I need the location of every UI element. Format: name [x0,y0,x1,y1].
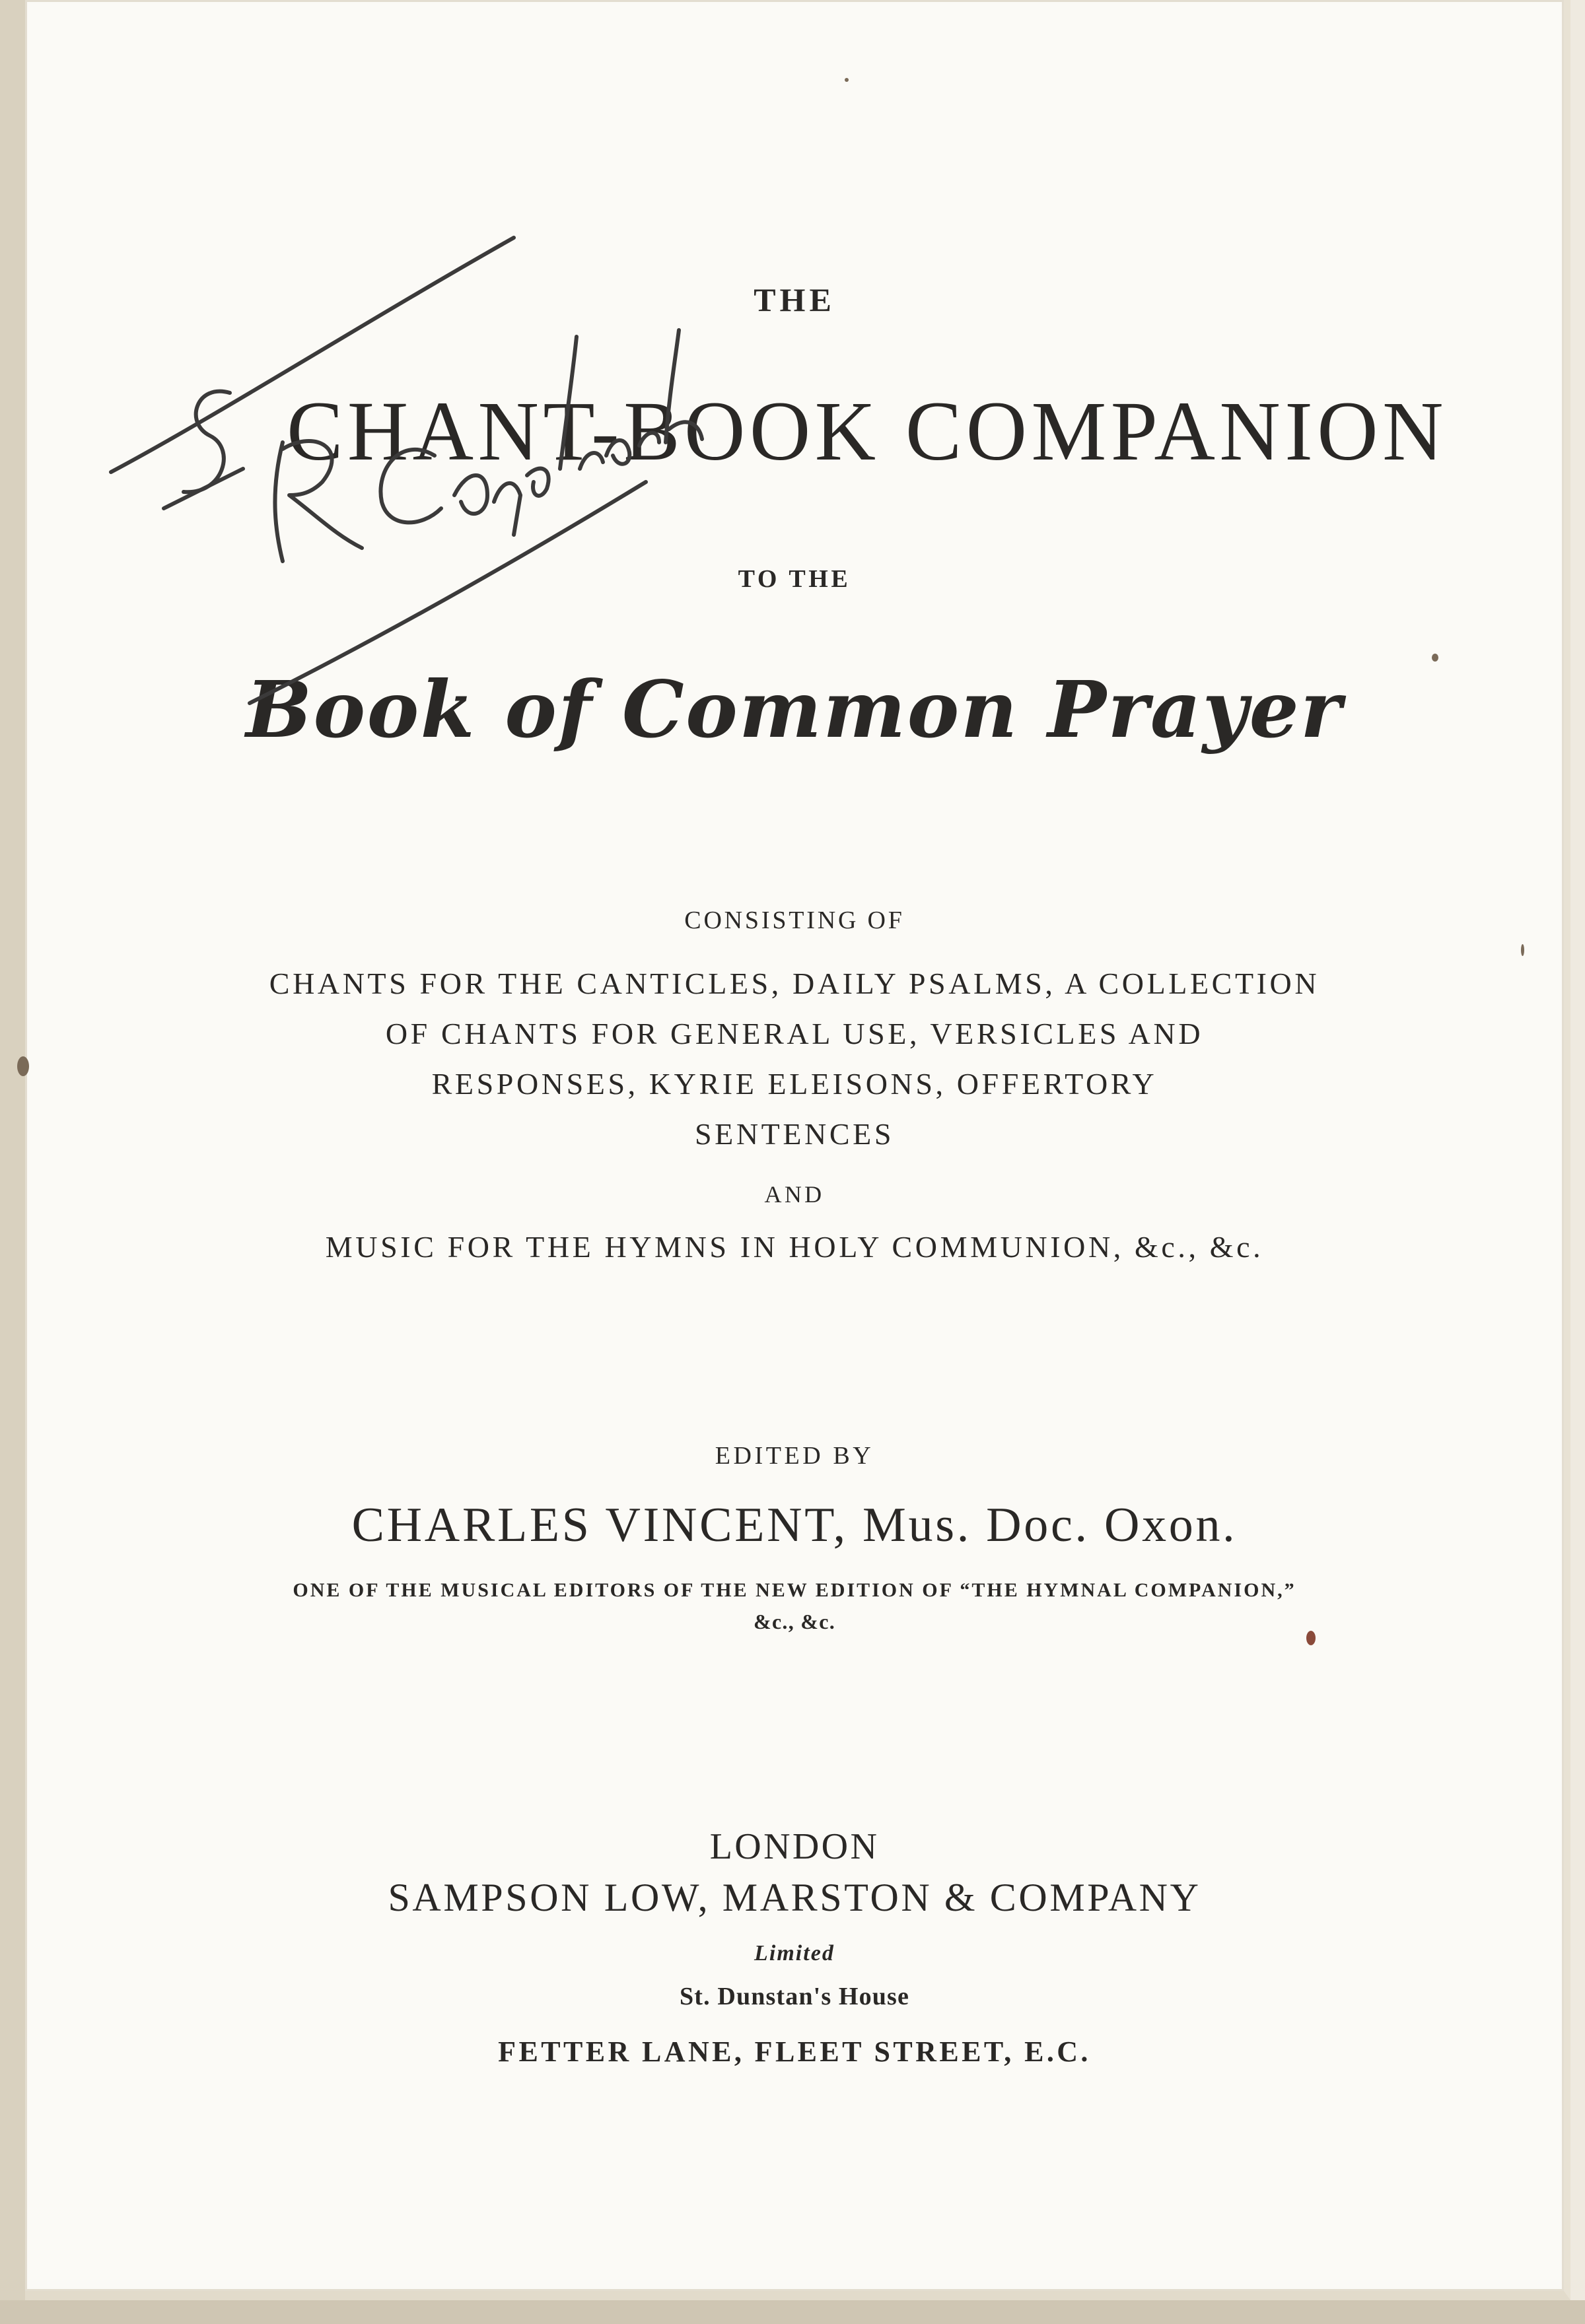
description-line: CHANTS FOR THE CANTICLES, DAILY PSALMS, A COLLECTION [269,967,1320,1000]
publisher-address: FETTER LANE, FLEET STREET, E.C. [498,2035,1091,2068]
book-spine-edge [0,0,25,2324]
editor-name: CHARLES VINCENT, Mus. Doc. Oxon. [351,1498,1238,1552]
contents-description [25,959,1564,1159]
paper-speck [1306,1631,1316,1645]
handwritten-signature [85,218,719,733]
title-page [25,0,1570,2300]
publisher-limited: Limited [754,1941,835,1965]
title-connector: TO THE [738,565,851,593]
main-title: CHANT-BOOK COMPANION [287,384,1448,478]
description-line: SENTENCES [694,1117,895,1151]
description-line: OF CHANTS FOR GENERAL USE, VERSICLES AND [385,1017,1204,1050]
editor-credentials-etc: &c., &c. [754,1610,835,1633]
subtitle: Book of Common Prayer [246,664,1343,755]
music-line: MUSIC FOR THE HYMNS IN HOLY COMMUNION, &c., &c. [325,1230,1264,1264]
editor-credentials: ONE OF THE MUSICAL EDITORS OF THE NEW EDITION OF “THE HYMNAL COMPANION,” [293,1579,1296,1601]
book-bottom-edge [0,2300,1585,2324]
paper-speck [17,1056,29,1076]
consisting-of-label: CONSISTING OF [684,906,905,934]
title-article: THE [754,281,835,318]
publisher-name: SAMPSON LOW, MARSTON & COMPANY [388,1876,1201,1919]
publisher-house: St. Dunstan's House [680,1983,909,2010]
edited-by-label: EDITED BY [715,1442,874,1470]
paper-speck [1432,654,1438,662]
paper-speck [845,78,849,82]
description-line: RESPONSES, KYRIE ELEISONS, OFFERTORY [431,1067,1158,1101]
and-label: AND [764,1181,825,1208]
publication-city: LONDON [709,1826,880,1867]
paper-speck [1521,944,1524,956]
